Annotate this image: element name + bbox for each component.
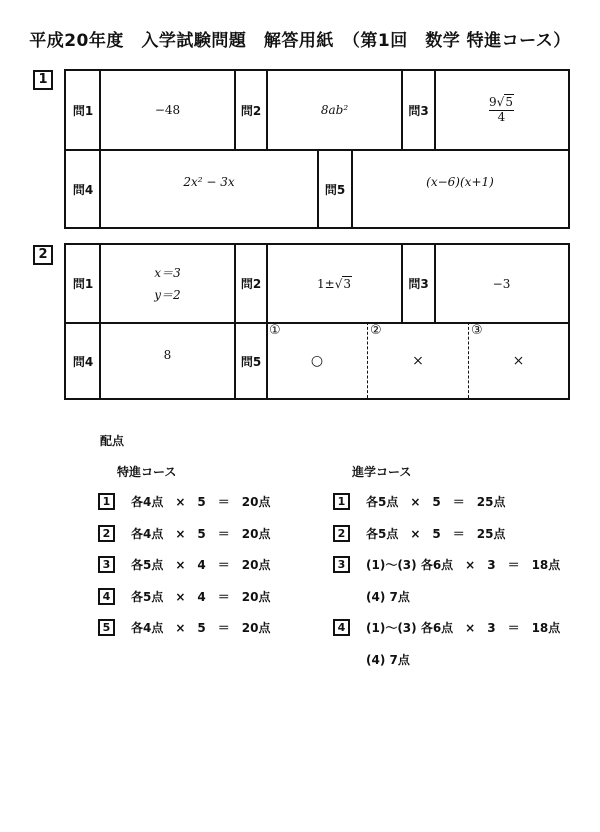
shingaku-row — [333, 588, 410, 605]
s2-answer-q4: 8 — [163, 348, 172, 362]
tokushin-row-text: 各4点 × 5 ＝ 20点 — [131, 526, 271, 541]
shingaku-row-number: 2 — [333, 525, 350, 542]
s1-answer-q2: 8ab² — [320, 103, 349, 117]
s1-label-q5: 問5 — [324, 182, 346, 197]
shingaku-row-text: 各5点 × 5 ＝ 25点 — [366, 526, 506, 541]
tokushin-row-text: 各4点 × 5 ＝ 20点 — [131, 621, 271, 635]
tokushin-row-number: 5 — [98, 619, 115, 636]
s1-q3-den: 4 — [497, 109, 506, 124]
s2-q2-prefix: 1± — [317, 276, 335, 291]
s1-label-q1: 問1 — [72, 103, 94, 118]
shingaku-row — [333, 493, 505, 510]
s2-q1-x: x＝3 — [154, 265, 181, 280]
tokushin-row-number: 3 — [98, 556, 115, 573]
tokushin-row-number: 4 — [98, 588, 115, 605]
s2-q5-sub3-mark: ③ — [471, 323, 483, 338]
s2-answer-q3: −3 — [492, 276, 511, 291]
s1-answer-q3 — [435, 71, 568, 149]
s1-q3-coef: 9 — [489, 95, 497, 110]
s1-answer-q5: (x−6)(x+1) — [426, 175, 494, 189]
s1-label-q4: 問4 — [72, 182, 94, 197]
tokushin-row-text: 各4点 × 5 ＝ 20点 — [131, 495, 271, 509]
s1-q3-root: 5 — [505, 95, 513, 110]
tokushin-row-text: 各5点 × 4 ＝ 20点 — [131, 589, 271, 604]
shingaku-row-number: 4 — [333, 619, 350, 636]
s2-label-q5: 問5 — [240, 354, 262, 369]
tokushin-title: 特進コース — [117, 465, 177, 479]
shingaku-row-number: 3 — [333, 556, 350, 573]
tokushin-row — [98, 619, 270, 636]
tokushin-row — [98, 493, 270, 510]
shingaku-row-text: (4) 7点 — [366, 589, 410, 604]
shingaku-row-text: (1)〜(3) 各6点 × 3 ＝ 18点 — [366, 621, 561, 635]
section-1-answer-grid — [64, 69, 570, 229]
s2-q2-root: 3 — [343, 277, 351, 291]
s2-q5-sub1-mark: ① — [269, 323, 281, 338]
s1-q3-fraction: $\frac{9√5}{4}$ — [489, 95, 513, 124]
tokushin-row — [98, 556, 270, 573]
section-1-number: 1 — [33, 70, 53, 90]
s2-q5-sub1-answer: ○ — [310, 353, 324, 369]
s2-label-q2: 問2 — [240, 277, 262, 291]
page-title: 平成20年度 入学試験問題 解答用紙 （第1回 数学 特進コース） — [29, 31, 571, 51]
shingaku-title: 進学コース — [352, 465, 412, 479]
shingaku-row — [333, 651, 410, 668]
tokushin-row — [98, 525, 270, 542]
s2-q5-sub3-answer: × — [512, 353, 525, 369]
s1-label-q3: 問3 — [408, 103, 429, 118]
s2-label-q4: 問4 — [72, 354, 94, 369]
s2-q5-sub2-answer: × — [412, 353, 424, 369]
shingaku-row — [333, 556, 560, 573]
s2-label-q1: 問1 — [72, 277, 94, 291]
s2-answer-q1 — [100, 245, 235, 322]
s1-answer-q4: 2x² − 3x — [183, 175, 235, 189]
shingaku-row — [333, 619, 560, 636]
tokushin-row-number: 2 — [98, 525, 115, 542]
tokushin-row — [98, 588, 270, 605]
s2-q5-sub2-mark: ② — [370, 323, 382, 338]
tokushin-row-number: 1 — [98, 493, 115, 510]
shingaku-row — [333, 525, 505, 542]
section-2-number: 2 — [33, 245, 53, 265]
shingaku-row-number: 1 — [333, 493, 350, 510]
s1-label-q2: 問2 — [240, 103, 262, 118]
shingaku-row-text: (4) 7点 — [366, 652, 410, 667]
shingaku-row-text: 各5点 × 5 ＝ 25点 — [366, 495, 506, 509]
shingaku-row-text: (1)〜(3) 各6点 × 3 ＝ 18点 — [366, 558, 561, 572]
s2-answer-q2: 1± √ 3 — [317, 276, 351, 291]
s2-label-q3: 問3 — [408, 277, 429, 291]
section-2-answer-grid — [64, 243, 570, 400]
tokushin-row-text: 各5点 × 4 ＝ 20点 — [131, 558, 271, 572]
scoring-heading: 配点 — [100, 434, 125, 448]
s2-q1-y: y＝2 — [154, 287, 181, 302]
s1-answer-q1: −48 — [154, 103, 181, 117]
